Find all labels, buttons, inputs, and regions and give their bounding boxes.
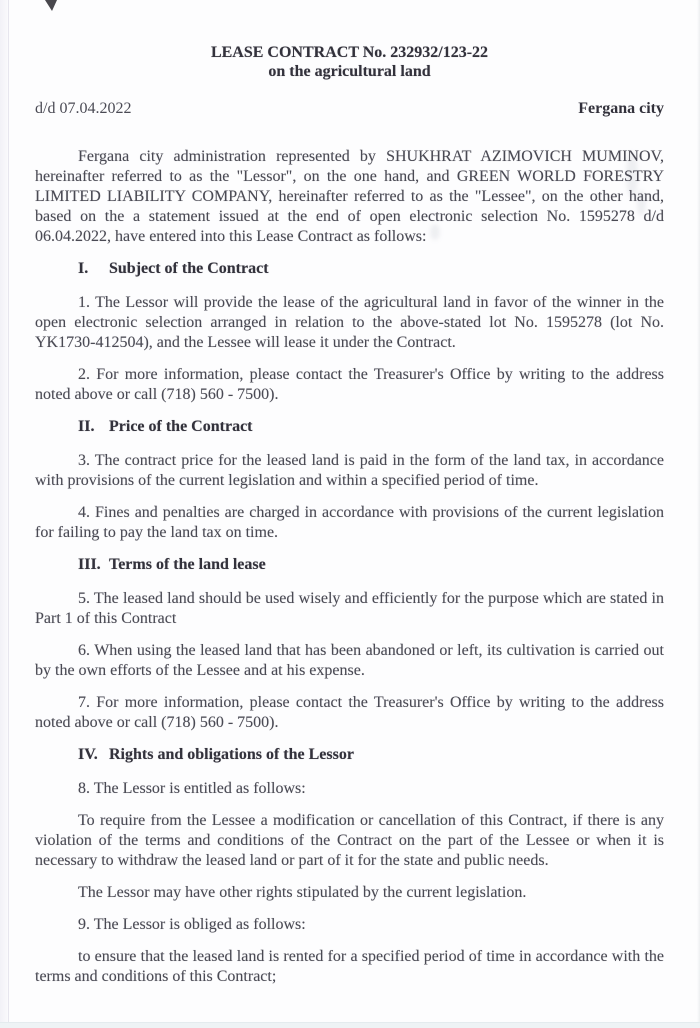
section-title: Terms of the land lease	[109, 556, 266, 573]
section-heading-3	[35, 555, 664, 575]
document-title	[35, 43, 664, 81]
section-heading-1	[35, 259, 664, 279]
paragraph-8b: The Lessor may have other rights stipulated by the current legislation.	[78, 884, 527, 901]
paragraph-7: 7. For more information, please contact the Treasurer's Office by writing to the address noted above or call (718) 560 - 7500).	[35, 694, 664, 731]
section-title: Subject of the Contract	[109, 260, 269, 277]
document-title-line2: on the agricultural land	[268, 63, 431, 80]
meta-row	[35, 99, 664, 119]
paragraph-2: 2. For more information, please contact the Treasurer's Office by writing to the address noted above or call (718) 560 - 7500).	[35, 366, 664, 403]
section-number: II.	[78, 418, 95, 435]
paragraph-9a: to ensure that the leased land is rented for a specified period of time in accordance with the terms and conditions of this Contract;	[35, 948, 664, 985]
contract-date: d/d 07.04.2022	[35, 100, 132, 117]
paragraph-9: 9. The Lessor is obliged as follows:	[78, 916, 306, 933]
section-number: IV.	[78, 746, 98, 763]
paragraph-8a: To require from the Lessee a modification or cancellation of this Contract, if there is any violation of the terms and conditions of the Contract on the part of the Lessee or when it is necessary to withdraw the leased land or part of it for the state and public needs.	[35, 812, 664, 869]
scan-bottom-paper-edge	[0, 1022, 700, 1028]
scan-left-paper-edge	[0, 0, 9, 1028]
section-number: I.	[78, 260, 89, 277]
paragraph-1: 1. The Lessor will provide the lease of the agricultural land in favor of the winner in the open electronic selection arranged in relation to the above-stated lot No. 1595278 (lot No. YK1730-412504), and the Lessee will lease it under the Contract.	[35, 294, 664, 351]
section-heading-4	[35, 745, 664, 765]
intro-paragraph: Fergana city administration represented by SHUKHRAT AZIMOVICH MUMINOV, hereinafter referred to as the "Lessor", on the one hand, and GREEN WORLD FORESTRY LIMITED LIABILITY COMPANY, hereinafter referred to as the "Lessee", on the other hand, based on the a statement issued at the end of open electronic selection No. 1595278 d/d 06.04.2022, have entered into this Lease Contract as follows:	[35, 148, 664, 245]
section-title: Price of the Contract	[109, 418, 253, 435]
contract-city: Fergana city	[578, 100, 664, 117]
section-number: III.	[78, 556, 101, 573]
paragraph-3: 3. The contract price for the leased land is paid in the form of the land tax, in accordance with provisions of the current legislation and within a specified period of time.	[35, 452, 664, 489]
paragraph-4: 4. Fines and penalties are charged in accordance with provisions of the current legislation for failing to pay the land tax on time.	[35, 504, 664, 541]
document-content	[35, 0, 664, 999]
section-heading-2	[35, 417, 664, 437]
document-title-line1: LEASE CONTRACT No. 232932/123-22	[210, 44, 489, 61]
paragraph-5: 5. The leased land should be used wisely and efficiently for the purpose which are stated in Part 1 of this Contract	[35, 590, 664, 627]
paragraph-6: 6. When using the leased land that has been abandoned or left, its cultivation is carried out by the own efforts of the Lessee and at his expense.	[35, 642, 664, 679]
section-title: Rights and obligations of the Lessor	[109, 746, 354, 763]
paragraph-8: 8. The Lessor is entitled as follows:	[78, 780, 306, 797]
